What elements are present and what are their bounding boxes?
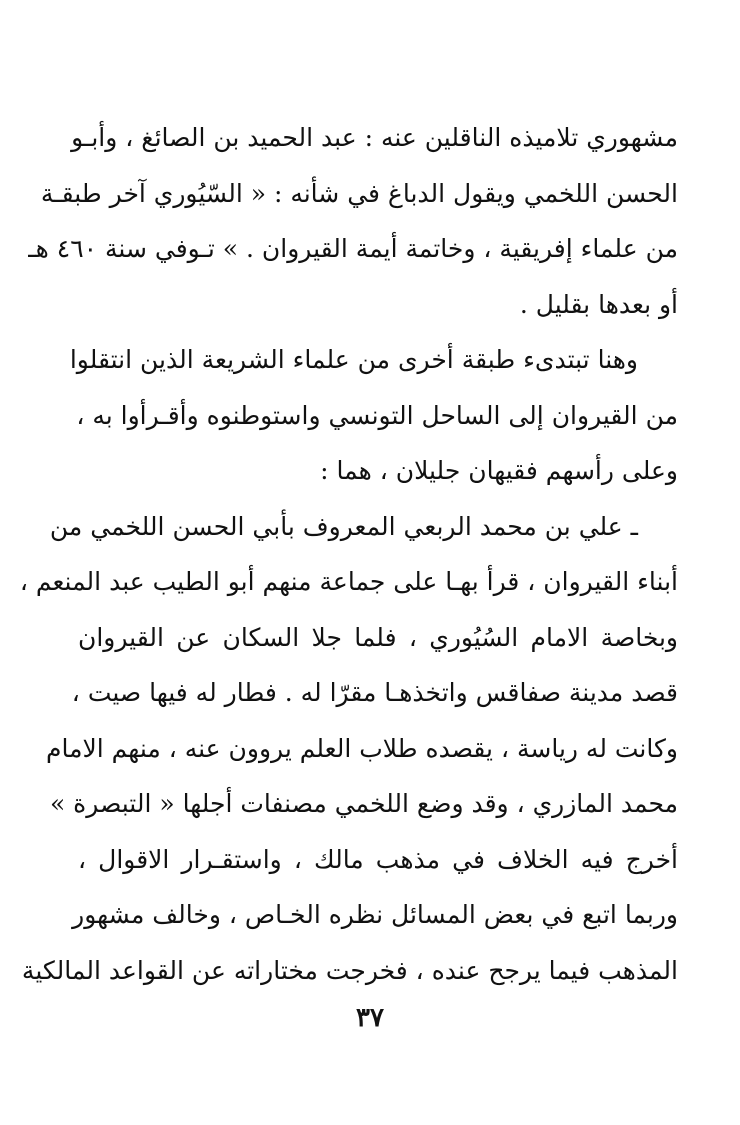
text-line: أو بعدها بقليل .	[519, 289, 678, 319]
text-line: وعلى رأسهم فقيهان جليلان ، هما :	[320, 456, 678, 485]
page-number: ٣٧	[356, 1003, 384, 1033]
text-line: ـ علي بن محمد الربعي المعروف بأبي الحسن اللخمي من	[49, 511, 638, 541]
text-line: وكانت له رياسة ، يقصده طلاب العلم يروون عنه ، منهم الامام	[46, 733, 678, 763]
text-line: وهنا تبتدىء طبقة أخرى من علماء الشريعة الذين انتقلوا	[69, 345, 638, 374]
text-line: قصد مدينة صفاقس واتخذهـا مقرّا له . فطار له فيها صيت ،	[71, 678, 678, 707]
text-line: المذهب فيما يرجح عنده ، فخرجت مختاراته عن القواعد المالكية	[21, 955, 678, 985]
text-line: أبناء القيروان ، قرأ بهـا على جماعة منهم أبو الطيب عبد المنعم ،	[19, 567, 678, 596]
text-line: مشهوري تلاميذه الناقلين عنه : عبد الحميد بن الصائغ ، وأبـو	[71, 123, 678, 152]
text-line: وربما اتبع في بعض المسائل نظره الخـاص ، وخالف مشهور	[72, 900, 678, 929]
text-line: أخرج فيه الخلاف في مذهب مالك ، واستقـرار الاقوال ،	[78, 844, 678, 874]
text-line: من القيروان إلى الساحل التونسي واستوطنوه وأقـرأوا به ،	[76, 400, 678, 430]
text-line: وبخاصة الامام السُيُوري ، فلما جلا السكان عن القيروان	[78, 622, 678, 652]
text-line: الحسن اللخمي ويقول الدباغ في شأنه : « السّيُوري آخر طبقـة	[40, 178, 678, 208]
text-line: محمد المازري ، وقد وضع اللخمي مصنفات أجلها « التبصرة »	[49, 789, 678, 818]
text-line: من علماء إفريقية ، وخاتمة أيمة القيروان . » تـوفي سنة ٤٦٠ هـ	[28, 234, 678, 263]
body-text	[19, 110, 678, 998]
